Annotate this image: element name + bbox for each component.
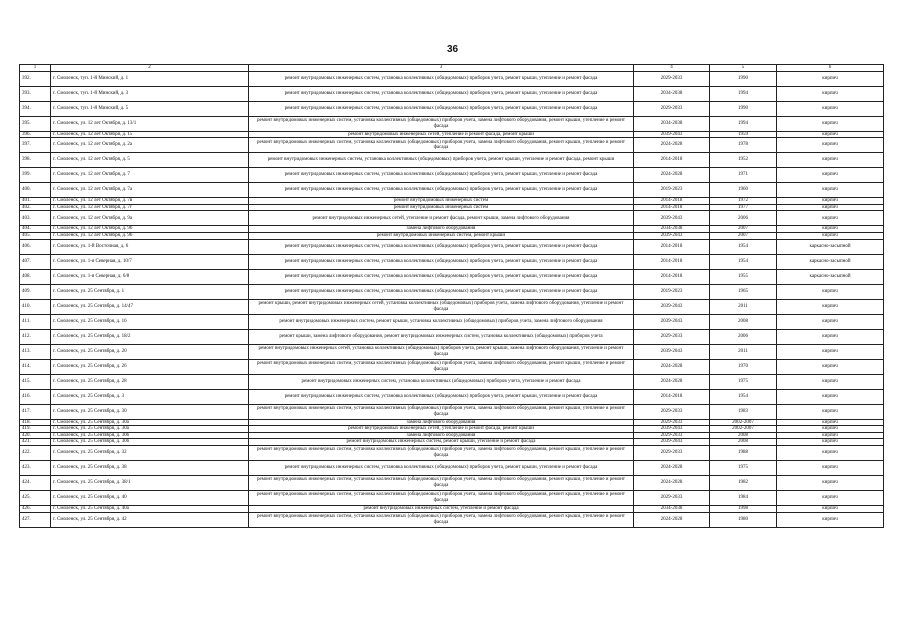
row-number-cell: 414. (20, 359, 51, 374)
table-row (20, 183, 884, 198)
address-cell: г. Смоленск, ул. 25 Сентября, д. 38 (51, 460, 249, 475)
row-number-cell: 417. (20, 404, 51, 419)
address-cell: г. Смоленск, ул. 12 лет Октября, д. 7 (51, 168, 249, 183)
work-description-cell: ремонт внутридомовых инженерных систем, ремонт крыши, утепление и ремонт фасада (249, 439, 634, 446)
build-year-cell: 2008 (710, 314, 777, 329)
wall-material-cell: кирпич (777, 419, 884, 426)
table-row (20, 374, 884, 389)
wall-material-cell: кирпич (777, 226, 884, 233)
build-year-cell: 2007 (710, 232, 777, 239)
table-row (20, 344, 884, 359)
repair-period-cell: 2034-2038 (634, 505, 710, 512)
row-number-cell: 424. (20, 475, 51, 490)
row-number-cell: 403. (20, 211, 51, 226)
repair-period-cell: 2024-2028 (634, 460, 710, 475)
build-year-cell: 1971 (710, 168, 777, 183)
build-year-cell: 1970 (710, 359, 777, 374)
repair-period-cell: 2029-2033 (634, 101, 710, 116)
row-number-cell: 406. (20, 239, 51, 254)
table-row (20, 389, 884, 404)
build-year-cell: 2007 (710, 226, 777, 233)
work-description-cell: ремонт внутридомовых инженерных сетей, установка коллективных (общедомовых) приборов учета, ремонт крыши, замена лифтового оборудования, утепление и ремонт фасада (249, 344, 634, 359)
work-description-cell: ремонт внутридомовых инженерных систем, установка коллективных (общедомовых) приборов учета, ремонт крыши, утепление и ремонт фасада (249, 389, 634, 404)
repair-period-cell: 2019-2023 (634, 284, 710, 299)
table-row (20, 460, 884, 475)
build-year-cell: 2008 (710, 439, 777, 446)
page-number: 36 (446, 44, 459, 55)
table-row (20, 131, 884, 138)
row-number-cell: 409. (20, 284, 51, 299)
repair-period-cell: 2024-2028 (634, 374, 710, 389)
table-row (20, 86, 884, 101)
wall-material-cell: кирпич (777, 211, 884, 226)
build-year-cell: 1982 (710, 475, 777, 490)
wall-material-cell: кирпич (777, 232, 884, 239)
row-number-cell: 422. (20, 445, 51, 460)
wall-material-cell: кирпич (777, 153, 884, 168)
address-cell: г. Смоленск, ул. 1-й Восточная, д. 6 (51, 239, 249, 254)
repair-period-cell: 2039-2043 (634, 344, 710, 359)
work-description-cell: ремонт внутридомовых инженерных систем, установка коллективных (общедомовых) приборов учета, замена лифтового оборудования, ремонт крыши, утепление и ремонт фасада (249, 138, 634, 153)
build-year-cell: 1954 (710, 254, 777, 269)
row-number-cell: 404. (20, 226, 51, 233)
repair-period-cell: 2039-2043 (634, 299, 710, 314)
table-row (20, 404, 884, 419)
table-row (20, 445, 884, 460)
table-row (20, 426, 884, 433)
table-row (20, 116, 884, 131)
work-description-cell: ремонт внутридомовых инженерных систем, установка коллективных (общедомовых) приборов учета, замена лифтового оборудования, ремонт крыши, утепление и ремонт фасада (249, 116, 634, 131)
wall-material-cell: кирпич (777, 138, 884, 153)
column-header-6: 6 (777, 65, 884, 72)
work-description-cell: ремонт внутридомовых инженерных систем, установка коллективных (общедомовых) приборов учета, замена лифтового оборудования, ремонт крыши, утепление и ремонт фасада (249, 404, 634, 419)
work-description-cell: ремонт внутридомовых инженерных систем, установка коллективных (общедомовых) приборов учета, замена лифтового оборудования, ремонт крыши, утепление и ремонт фасада (249, 359, 634, 374)
row-number-cell: 402. (20, 204, 51, 211)
work-description-cell: замена лифтового оборудования (249, 226, 634, 233)
address-cell: г. Смоленск, ул. 12 лет Октября, д. 2а (51, 138, 249, 153)
repair-period-cell: 2029-2033 (634, 404, 710, 419)
address-cell: г. Смоленск, ул. 12 лет Октября, д. 5 (51, 153, 249, 168)
repair-period-cell: 2039-2043 (634, 426, 710, 433)
table-row (20, 232, 884, 239)
row-number-cell: 418. (20, 419, 51, 426)
row-number-cell: 395. (20, 116, 51, 131)
build-year-cell: 1978 (710, 138, 777, 153)
build-year-cell: 1994 (710, 116, 777, 131)
repair-period-cell: 2014-2018 (634, 269, 710, 284)
work-description-cell: ремонт внутридомовых инженерных сетей, утепление и ремонт фасада, ремонт крыши, замена лифтового оборудования (249, 211, 634, 226)
address-cell: г. Смоленск, ул. 25 Сентября, д. 1 (51, 284, 249, 299)
work-description-cell: ремонт внутридомовых инженерных систем, установка коллективных (общедомовых) приборов учета, утепление и ремонт фасада (249, 374, 634, 389)
build-year-cell: 2002-2007 (710, 419, 777, 426)
build-year-cell: 1988 (710, 445, 777, 460)
address-cell: г. Смоленск, ул. 12 лет Октября, д. 7в (51, 198, 249, 205)
table-row (20, 359, 884, 374)
table-row (20, 512, 884, 527)
address-cell: г. Смоленск, ул. 25 Сентября, д. 14/47 (51, 299, 249, 314)
address-cell: г. Смоленск, ул. 25 Сентября, д. 18/2 (51, 329, 249, 344)
row-number-cell: 427. (20, 512, 51, 527)
wall-material-cell: кирпич (777, 168, 884, 183)
work-description-cell: ремонт внутридомовых инженерных систем, установка коллективных (общедомовых) приборов учета, ремонт крыши, утепление и ремонт фасада (249, 71, 634, 86)
row-number-cell: 421. (20, 439, 51, 446)
address-cell: г. Смоленск, ул. 12 лет Октября, д. 9а (51, 211, 249, 226)
build-year-cell: 1972 (710, 198, 777, 205)
build-year-cell: 2006 (710, 211, 777, 226)
repair-schedule-table (19, 64, 884, 528)
address-cell: г. Смоленск, ул. 25 Сентября, д. 3 (51, 389, 249, 404)
build-year-cell: 1959 (710, 131, 777, 138)
build-year-cell: 2011 (710, 344, 777, 359)
row-number-cell: 392. (20, 71, 51, 86)
address-cell: г. Смоленск, ул. 25 Сентября, д. 30а (51, 419, 249, 426)
row-number-cell: 415. (20, 374, 51, 389)
work-description-cell: ремонт внутридомовых инженерных систем, утепление и ремонт фасада (249, 505, 634, 512)
work-description-cell: ремонт внутридомовых инженерных систем (249, 204, 634, 211)
table-row (20, 153, 884, 168)
row-number-cell: 419. (20, 426, 51, 433)
build-year-cell: 1984 (710, 490, 777, 505)
address-cell: г. Смоленск, ул. 25 Сентября, д. 30 (51, 404, 249, 419)
table-row (20, 314, 884, 329)
repair-period-cell: 2029-2033 (634, 71, 710, 86)
wall-material-cell: кирпич (777, 71, 884, 86)
wall-material-cell: кирпич (777, 490, 884, 505)
row-number-cell: 408. (20, 269, 51, 284)
repair-period-cell: 2034-2038 (634, 86, 710, 101)
address-cell: г. Смоленск, ул. 25 Сентября, д. 30а (51, 426, 249, 433)
repair-period-cell: 2029-2033 (634, 490, 710, 505)
wall-material-cell: кирпич (777, 284, 884, 299)
work-description-cell: ремонт внутридомовых инженерных систем, установка коллективных (общедомовых) приборов учета, замена лифтового оборудования, ремонт крыши, утепление и ремонт фасада (249, 445, 634, 460)
build-year-cell: 1980 (710, 512, 777, 527)
build-year-cell: 1994 (710, 86, 777, 101)
column-header-1: 1 (20, 65, 51, 72)
address-cell: г. Смоленск, туп. 1-й Минский, д. 1 (51, 71, 249, 86)
column-number-row (20, 65, 884, 72)
row-number-cell: 410. (20, 299, 51, 314)
work-description-cell: ремонт внутридомовых инженерных систем, установка коллективных (общедомовых) приборов учета, ремонт крыши, утепление и ремонт фасада (249, 269, 634, 284)
address-cell: г. Смоленск, ул. 12 лет Октября, д. 13/1 (51, 116, 249, 131)
column-header-3: 3 (249, 65, 634, 72)
repair-period-cell: 2029-2033 (634, 445, 710, 460)
column-header-5: 5 (710, 65, 777, 72)
wall-material-cell: кирпич (777, 475, 884, 490)
repair-period-cell: 2039-2043 (634, 439, 710, 446)
table-row (20, 505, 884, 512)
repair-period-cell: 2029-2033 (634, 432, 710, 439)
work-description-cell: ремонт внутридомовых инженерных сетей, утепление и ремонт фасада, ремонт крыши (249, 131, 634, 138)
wall-material-cell: кирпич (777, 374, 884, 389)
address-cell: г. Смоленск, ул. 25 Сентября, д. 42 (51, 512, 249, 527)
repair-period-cell: 2029-2033 (634, 419, 710, 426)
address-cell: г. Смоленск, ул. 25 Сентября, д. 38/1 (51, 475, 249, 490)
repair-period-cell: 2024-2028 (634, 475, 710, 490)
build-year-cell: 1998 (710, 505, 777, 512)
work-description-cell: ремонт внутридомовых инженерных систем, установка коллективных (общедомовых) приборов учета, замена лифтового оборудования, ремонт крыши, утепление и ремонт фасада (249, 475, 634, 490)
column-header-4: 4 (634, 65, 710, 72)
repair-period-cell: 2039-2043 (634, 211, 710, 226)
address-cell: г. Смоленск, ул. 12 лет Октября, д. 9б (51, 232, 249, 239)
address-cell: г. Смоленск, ул. 25 Сентября, д. 30б (51, 432, 249, 439)
build-year-cell: 1975 (710, 460, 777, 475)
address-cell: г. Смоленск, ул. 12 лет Октября, д. 15 (51, 131, 249, 138)
address-cell: г. Смоленск, ул. 1-я Северная, д. 6/8 (51, 269, 249, 284)
table-row (20, 211, 884, 226)
build-year-cell: 2011 (710, 299, 777, 314)
table-row (20, 475, 884, 490)
work-description-cell: замена лифтового оборудования (249, 432, 634, 439)
table-row (20, 254, 884, 269)
row-number-cell: 411. (20, 314, 51, 329)
wall-material-cell: кирпич (777, 314, 884, 329)
address-cell: г. Смоленск, туп. 1-й Минский, д. 3 (51, 86, 249, 101)
address-cell: г. Смоленск, ул. 25 Сентября, д. 26 (51, 359, 249, 374)
row-number-cell: 394. (20, 101, 51, 116)
repair-period-cell: 2034-2038 (634, 226, 710, 233)
repair-period-cell: 2024-2028 (634, 359, 710, 374)
repair-period-cell: 2014-2018 (634, 204, 710, 211)
wall-material-cell: кирпич (777, 131, 884, 138)
wall-material-cell: кирпич (777, 198, 884, 205)
address-cell: г. Смоленск, ул. 12 лет Октября, д. 7а (51, 183, 249, 198)
work-description-cell: ремонт крыши, ремонт внутридомовых инженерных сетей, установка коллективных (общедомовых) приборов учета, замена лифтового оборудования, утепление и ремонт фасада (249, 299, 634, 314)
repair-period-cell: 2024-2028 (634, 168, 710, 183)
build-year-cell: 1960 (710, 183, 777, 198)
row-number-cell: 400. (20, 183, 51, 198)
work-description-cell: ремонт внутридомовых инженерных сетей, утепление и ремонт фасада, ремонт крыши (249, 426, 634, 433)
wall-material-cell: кирпич (777, 204, 884, 211)
build-year-cell: 1990 (710, 101, 777, 116)
build-year-cell: 1983 (710, 404, 777, 419)
work-description-cell: ремонт внутридомовых инженерных систем, установка коллективных (общедомовых) приборов учета, ремонт крыши, утепление и ремонт фасада (249, 168, 634, 183)
row-number-cell: 398. (20, 153, 51, 168)
build-year-cell: 1977 (710, 204, 777, 211)
wall-material-cell: кирпич (777, 101, 884, 116)
wall-material-cell: кирпич (777, 460, 884, 475)
row-number-cell: 423. (20, 460, 51, 475)
repair-period-cell: 2039-2043 (634, 131, 710, 138)
build-year-cell: 1954 (710, 239, 777, 254)
row-number-cell: 396. (20, 131, 51, 138)
repair-period-cell: 2014-2018 (634, 254, 710, 269)
repair-period-cell: 2014-2018 (634, 153, 710, 168)
table-row (20, 299, 884, 314)
table-row (20, 490, 884, 505)
address-cell: г. Смоленск, ул. 25 Сентября, д. 32 (51, 445, 249, 460)
address-cell: г. Смоленск, ул. 25 Сентября, д. 40а (51, 505, 249, 512)
row-number-cell: 399. (20, 168, 51, 183)
wall-material-cell: кирпич (777, 389, 884, 404)
repair-period-cell: 2034-2038 (634, 116, 710, 131)
table-row (20, 419, 884, 426)
table-row (20, 439, 884, 446)
wall-material-cell: кирпич (777, 439, 884, 446)
address-cell: г. Смоленск, туп. 1-й Минский, д. 5 (51, 101, 249, 116)
work-description-cell: ремонт внутридомовых инженерных систем, установка коллективных (общедомовых) приборов учета, ремонт крыши, утепление и ремонт фасада (249, 101, 634, 116)
row-number-cell: 412. (20, 329, 51, 344)
address-cell: г. Смоленск, ул. 25 Сентября, д. 20 (51, 344, 249, 359)
wall-material-cell: кирпич (777, 359, 884, 374)
build-year-cell: 2002-2007 (710, 426, 777, 433)
row-number-cell: 416. (20, 389, 51, 404)
repair-period-cell: 2014-2018 (634, 198, 710, 205)
table-row (20, 432, 884, 439)
table-row (20, 239, 884, 254)
row-number-cell: 401. (20, 198, 51, 205)
build-year-cell: 1955 (710, 269, 777, 284)
repair-period-cell: 2039-2043 (634, 314, 710, 329)
table-row (20, 168, 884, 183)
wall-material-cell: кирпич (777, 344, 884, 359)
table-row (20, 204, 884, 211)
work-description-cell: ремонт внутридомовых инженерных систем (249, 198, 634, 205)
wall-material-cell: кирпич (777, 505, 884, 512)
row-number-cell: 413. (20, 344, 51, 359)
wall-material-cell: каркасно-засыпной (777, 239, 884, 254)
repair-period-cell: 2029-2033 (634, 329, 710, 344)
build-year-cell: 1952 (710, 153, 777, 168)
work-description-cell: ремонт внутридомовых инженерных систем, установка коллективных (общедомовых) приборов учета, ремонт крыши, утепление и ремонт фасада, ремонт крыши (249, 153, 634, 168)
repair-period-cell: 2024-2028 (634, 138, 710, 153)
build-year-cell: 1965 (710, 284, 777, 299)
wall-material-cell: кирпич (777, 329, 884, 344)
table-row (20, 101, 884, 116)
wall-material-cell: кирпич (777, 299, 884, 314)
address-cell: г. Смоленск, ул. 25 Сентября, д. 28 (51, 374, 249, 389)
row-number-cell: 426. (20, 505, 51, 512)
repair-period-cell: 2019-2023 (634, 183, 710, 198)
address-cell: г. Смоленск, ул. 25 Сентября, д. 40 (51, 490, 249, 505)
row-number-cell: 420. (20, 432, 51, 439)
wall-material-cell: кирпич (777, 445, 884, 460)
wall-material-cell: кирпич (777, 86, 884, 101)
repair-period-cell: 2039-2043 (634, 232, 710, 239)
work-description-cell: ремонт внутридомовых инженерных систем, установка коллективных (общедомовых) приборов учета, ремонт крыши, утепление и ремонт фасада (249, 239, 634, 254)
table-row (20, 138, 884, 153)
wall-material-cell: кирпич (777, 116, 884, 131)
work-description-cell: замена лифтового оборудования (249, 419, 634, 426)
repair-period-cell: 2024-2028 (634, 512, 710, 527)
work-description-cell: ремонт крыши, замена лифтового оборудования, ремонт внутридомовых инженерных систем, установка коллективных (общедомовых) приборов учета (249, 329, 634, 344)
wall-material-cell: кирпич (777, 432, 884, 439)
work-description-cell: ремонт внутридомовых инженерных систем, установка коллективных (общедомовых) приборов учета, замена лифтового оборудования, ремонт крыши, утепление и ремонт фасада (249, 490, 634, 505)
repair-period-cell: 2014-2018 (634, 239, 710, 254)
table-row (20, 329, 884, 344)
work-description-cell: ремонт внутридомовых инженерных систем, ремонт крыши, установка коллективных (общедомовых) приборов учета, замена лифтового оборудования (249, 314, 634, 329)
table-row (20, 269, 884, 284)
work-description-cell: ремонт внутридомовых инженерных систем, установка коллективных (общедомовых) приборов учета, ремонт крыши, утепление и ремонт фасада (249, 183, 634, 198)
table-row (20, 226, 884, 233)
wall-material-cell: кирпич (777, 404, 884, 419)
work-description-cell: ремонт внутридомовых инженерных систем, установка коллективных (общедомовых) приборов учета, ремонт крыши, утепление и ремонт фасада (249, 254, 634, 269)
address-cell: г. Смоленск, ул. 1-я Северная, д. 10/7 (51, 254, 249, 269)
row-number-cell: 397. (20, 138, 51, 153)
wall-material-cell: кирпич (777, 426, 884, 433)
work-description-cell: ремонт внутридомовых инженерных систем, ремонт крыши (249, 232, 634, 239)
row-number-cell: 425. (20, 490, 51, 505)
address-cell: г. Смоленск, ул. 25 Сентября, д. 16 (51, 314, 249, 329)
build-year-cell: 1975 (710, 374, 777, 389)
build-year-cell: 1954 (710, 389, 777, 404)
wall-material-cell: кирпич (777, 183, 884, 198)
wall-material-cell: кирпич (777, 512, 884, 527)
table-row (20, 71, 884, 86)
table-row (20, 198, 884, 205)
work-description-cell: ремонт внутридомовых инженерных систем, установка коллективных (общедомовых) приборов учета, замена лифтового оборудования, ремонт крыши, утепление и ремонт фасада (249, 512, 634, 527)
column-header-2: 2 (51, 65, 249, 72)
row-number-cell: 393. (20, 86, 51, 101)
address-cell: г. Смоленск, ул. 12 лет Октября, д. 9б (51, 226, 249, 233)
work-description-cell: ремонт внутридомовых инженерных систем, установка коллективных (общедомовых) приборов учета, ремонт крыши, утепление и ремонт фасада (249, 86, 634, 101)
repair-period-cell: 2014-2018 (634, 389, 710, 404)
row-number-cell: 405. (20, 232, 51, 239)
build-year-cell: 2008 (710, 432, 777, 439)
wall-material-cell: каркасно-засыпной (777, 269, 884, 284)
build-year-cell: 2006 (710, 329, 777, 344)
address-cell: г. Смоленск, ул. 12 лет Октября, д. 7г (51, 204, 249, 211)
work-description-cell: ремонт внутридомовых инженерных систем, установка коллективных (общедомовых) приборов учета, ремонт крыши, утепление и ремонт фасада (249, 460, 634, 475)
address-cell: г. Смоленск, ул. 25 Сентября, д. 30б (51, 439, 249, 446)
row-number-cell: 407. (20, 254, 51, 269)
work-description-cell: ремонт внутридомовых инженерных систем, установка коллективных (общедомовых) приборов учета, ремонт крыши, утепление и ремонт фасада (249, 284, 634, 299)
build-year-cell: 1990 (710, 71, 777, 86)
wall-material-cell: каркасно-засыпной (777, 254, 884, 269)
table-row (20, 284, 884, 299)
